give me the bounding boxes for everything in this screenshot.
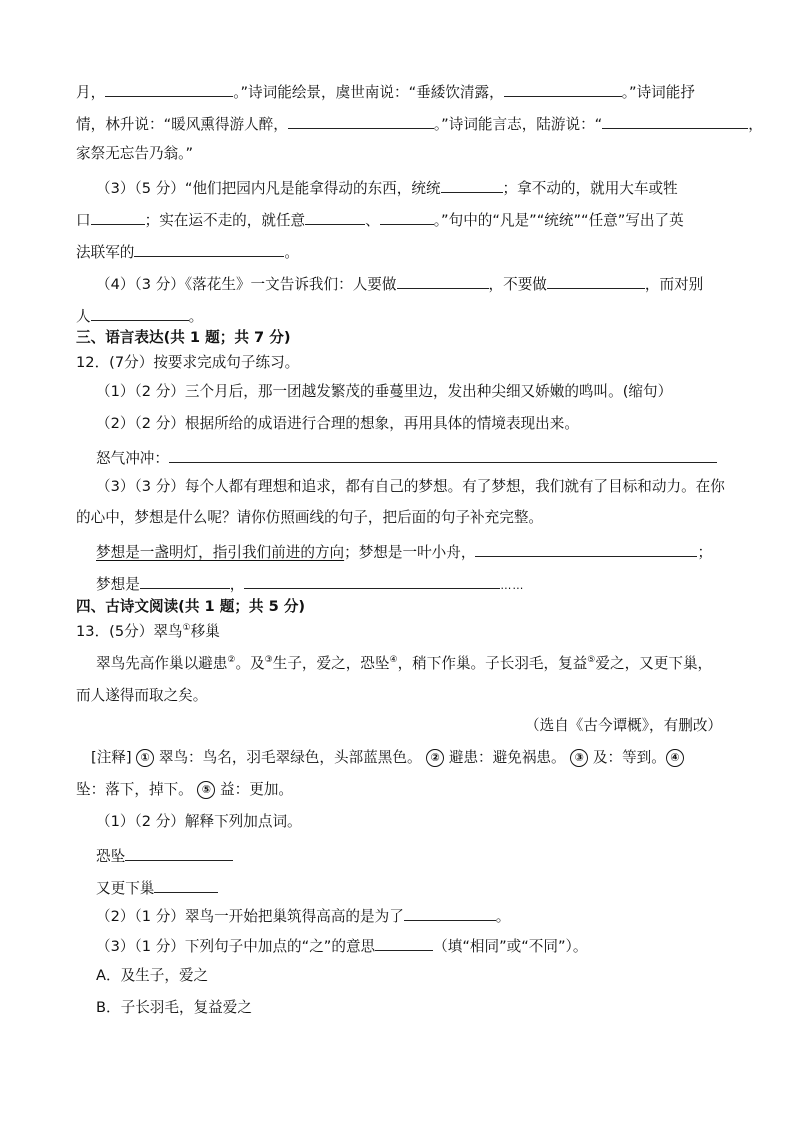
q3-line-2 (76, 208, 684, 231)
note-marker: ① (182, 623, 191, 634)
text: 情，林升说：“暖风熏得游人醉， (76, 116, 288, 133)
answer-blank[interactable] (125, 844, 233, 861)
q4-line-2 (76, 304, 203, 327)
text: ；梦想是一叶小舟， (344, 544, 476, 561)
note-number: ① (136, 749, 154, 767)
text: 人 (76, 308, 91, 325)
text: 法联军的 (76, 244, 135, 261)
dream-fill-line (96, 572, 524, 596)
text: 。”诗词能言志，陆游说：“ (433, 116, 603, 133)
text: （4）（3 分）《落花生》一文告诉我们：人要做 (96, 276, 397, 293)
text: 、 (365, 212, 380, 229)
text: 月， (76, 84, 106, 101)
text: 。”句中的“凡是”“统统”“任意”写出了英 (433, 212, 684, 229)
text: 翠鸟先高作巢以避患 (96, 655, 228, 672)
poem-line-2 (76, 112, 763, 135)
word-1-line (96, 844, 233, 867)
q3-line-1 (96, 176, 678, 199)
text: ，而对别 (644, 276, 704, 293)
text: 翠鸟：鸟名，羽毛翠绿色，头部蓝黑色。 (158, 749, 422, 766)
note-marker: ③ (264, 655, 273, 666)
note-number: ⑤ (197, 781, 215, 799)
answer-blank[interactable] (105, 80, 233, 97)
note-marker: ⑤ (587, 655, 596, 666)
answer-blank[interactable] (397, 272, 489, 289)
text: 益：更加。 (220, 781, 294, 798)
q4-line-1 (96, 272, 703, 295)
answer-blank[interactable] (91, 208, 145, 225)
section-3-heading: 三、语言表达(共 1 题；共 7 分) (76, 329, 291, 346)
text: ，不要做 (488, 276, 547, 293)
q3-line-3 (76, 240, 299, 263)
text: 怒气冲冲： (96, 450, 169, 467)
text: （3）（5 分）“他们把园内凡是能拿得动的东西，统统 (96, 180, 441, 197)
answer-blank[interactable] (169, 446, 717, 463)
text: ，稍下作巢。子长羽毛，复益 (397, 655, 588, 672)
text: ， (748, 116, 763, 133)
answer-blank[interactable] (441, 176, 503, 193)
poem-line-1 (76, 80, 695, 103)
text: 生子，爱之，恐坠 (272, 655, 390, 672)
answer-blank[interactable] (154, 876, 218, 893)
answer-blank[interactable] (380, 208, 434, 225)
note-number: ④ (666, 749, 684, 767)
q12-sub-3-line-2: 的心中，梦想是什么呢？请你仿照画线的句子，把后面的句子补充完整。 (76, 509, 544, 526)
note-number: ③ (570, 749, 588, 767)
text: 。及 (235, 655, 265, 672)
q12-sub-3-line-1: （3）（3 分）每个人都有理想和追求，都有自己的梦想。有了梦想，我们就有了目标和动力。在你 (96, 478, 725, 495)
passage-line-2: 而人遂得而取之矣。 (76, 687, 208, 704)
ellipsis: …… (500, 579, 525, 592)
answer-blank[interactable] (140, 572, 230, 589)
word-2-line (96, 876, 218, 899)
text: 梦想是 (96, 576, 140, 593)
passage-line-1 (96, 654, 712, 674)
text: 。 (495, 908, 511, 925)
answer-blank[interactable] (305, 208, 365, 225)
text: 口 (76, 212, 91, 229)
text: ；实在运不走的，就任意 (144, 212, 306, 229)
text: 13．(5分）翠鸟 (76, 623, 183, 640)
text: （2）（1 分）翠鸟一开始把巢筑得高高的是为了 (96, 908, 404, 925)
q13-sub-1: （1）（2 分）解释下列加点词。 (96, 813, 302, 830)
q13-sub-3 (96, 934, 587, 957)
answer-blank[interactable] (404, 904, 496, 921)
option-a[interactable]: A．及生子，爱之 (96, 967, 209, 984)
text: 又更下巢 (96, 880, 155, 897)
text: 避患：避免祸患。 (448, 749, 566, 766)
answer-blank[interactable] (475, 540, 697, 557)
answer-blank[interactable] (288, 112, 434, 129)
answer-blank[interactable] (244, 572, 500, 589)
model-sentence: 梦想是一盏明灯，指引我们前进的方向 (96, 544, 345, 561)
option-b[interactable]: B．子长羽毛，复益爱之 (96, 999, 252, 1016)
answer-blank[interactable] (504, 80, 622, 97)
text: 坠：落下，掉下。 (76, 781, 193, 798)
text: ； (697, 544, 713, 561)
q12-sub-2: （2）（2 分）根据所给的成语进行合理的想象，再用具体的情境表现出来。 (96, 415, 579, 432)
answer-blank[interactable] (375, 934, 433, 951)
poem-line-3: 家祭无忘告乃翁。” (76, 145, 194, 162)
answer-blank[interactable] (134, 240, 284, 257)
text: ， (229, 576, 245, 593)
text: 。 (284, 244, 299, 261)
text: （填“相同”或“不同”）。 (433, 938, 588, 955)
q12-sub-1: （1）（2 分）三个月后，那一团越发繁茂的垂蔓里边，发出种尖细又娇嫩的鸣叫。(缩句） (96, 383, 673, 400)
q13-sub-2 (96, 904, 510, 927)
notes-line-2 (76, 780, 293, 800)
answer-blank[interactable] (91, 304, 189, 321)
text: （3）（1 分）下列句子中加点的“之”的意思 (96, 938, 376, 955)
text: 及：等到。 (592, 749, 666, 766)
text: ；拿不动的，就用大车或牲 (502, 180, 678, 197)
note-marker: ② (227, 655, 236, 666)
note-number: ② (426, 749, 444, 767)
notes-line-1 (91, 748, 684, 768)
text: 恐坠 (96, 848, 126, 865)
text: 。”诗词能绘景，虞世南说：“垂緌饮清露， (233, 84, 504, 101)
text: 。”诗词能抒 (621, 84, 695, 101)
text: 。 (188, 308, 204, 325)
answer-blank[interactable] (602, 112, 748, 129)
text: [注释] (91, 749, 132, 766)
section-4-heading: 四、古诗文阅读(共 1 题；共 5 分) (76, 598, 306, 615)
answer-blank[interactable] (547, 272, 645, 289)
idiom-line (96, 446, 717, 469)
question-13-title (76, 622, 220, 642)
note-marker: ④ (389, 655, 398, 666)
text: 爱之，又更下巢， (595, 655, 713, 672)
source-citation: （选自《古今谭概》，有删改） (525, 717, 723, 734)
text: 移巢 (190, 623, 220, 640)
model-sentence-line (96, 540, 712, 563)
question-12-title: 12．(7分）按要求完成句子练习。 (76, 354, 300, 371)
